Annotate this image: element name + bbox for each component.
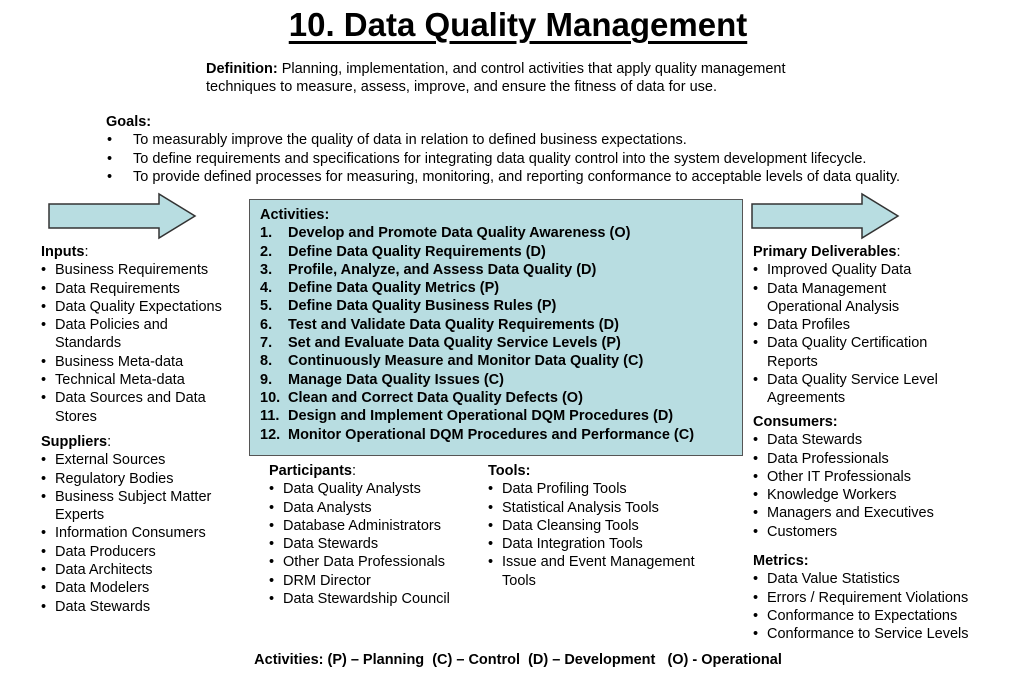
input-item: • Data Requirements — [41, 280, 241, 298]
participant-item: • Data Stewards — [269, 535, 479, 553]
input-item: • Business Meta-data — [41, 353, 241, 371]
input-item: • Data Quality Expectations — [41, 298, 241, 316]
goal-item: • To provide defined processes for measuring, monitoring, and reporting conformance to acceptable levels of data quality. — [106, 168, 1006, 186]
suppliers-section — [41, 433, 241, 616]
deliverable-item: • Improved Quality Data — [753, 261, 983, 279]
consumer-item: • Other IT Professionals — [753, 468, 993, 486]
metric-item: • Conformance to Service Levels — [753, 625, 1013, 643]
consumer-item: • Customers — [753, 523, 993, 541]
input-item: • Business Requirements — [41, 261, 241, 279]
activity-legend: Activities: (P) – Planning (C) – Control (D) – Development (O) - Operational — [254, 652, 782, 668]
input-item: • Technical Meta-data — [41, 371, 241, 389]
goal-item: • To measurably improve the quality of data in relation to defined business expectations. — [106, 131, 1006, 149]
deliverable-item: • Data Management Operational Analysis — [753, 280, 937, 317]
metrics-section — [753, 552, 1013, 643]
tool-item: • Data Cleansing Tools — [488, 517, 728, 535]
activities-box — [249, 199, 743, 456]
tool-item: • Statistical Analysis Tools — [488, 499, 728, 517]
consumer-item: • Data Stewards — [753, 431, 993, 449]
inputs-header: Inputs: — [41, 244, 89, 260]
activity-item: 6. Test and Validate Data Quality Requirements (D) — [260, 316, 619, 333]
suppliers-header: Suppliers: — [41, 434, 112, 450]
page-title: 10. Data Quality Management — [288, 6, 748, 43]
participant-item: • Data Analysts — [269, 499, 479, 517]
deliverable-item: • Data Profiles — [753, 316, 983, 334]
tools-section — [488, 462, 728, 590]
supplier-item: • Data Modelers — [41, 579, 241, 597]
supplier-item: • Data Producers — [41, 543, 241, 561]
activity-item: 11. Design and Implement Operational DQM Procedures (D) — [260, 408, 674, 425]
deliverable-item: • Data Quality Service Level Agreements — [753, 371, 967, 408]
participants-section — [269, 462, 479, 608]
consumer-item: • Managers and Executives — [753, 504, 993, 522]
input-arrow-icon — [47, 192, 199, 242]
tool-item: • Data Integration Tools — [488, 535, 728, 553]
participant-item: • Data Quality Analysts — [269, 480, 479, 498]
goal-item: • To define requirements and specifications for integrating data quality control into the system development lifecycle. — [106, 150, 1006, 168]
deliverables-header: Primary Deliverables: — [753, 244, 901, 260]
metric-item: • Errors / Requirement Violations — [753, 589, 1013, 607]
activity-item: 12. Monitor Operational DQM Procedures and Performance (C) — [260, 426, 695, 443]
metric-item: • Conformance to Expectations — [753, 607, 1013, 625]
supplier-item: • Data Stewards — [41, 598, 241, 616]
activity-item: 3. Profile, Analyze, and Assess Data Quality (D) — [260, 261, 597, 278]
tool-item: • Data Profiling Tools — [488, 480, 728, 498]
deliverables-section — [753, 243, 983, 408]
supplier-item: • Regulatory Bodies — [41, 470, 241, 488]
activity-item: 2. Define Data Quality Requirements (D) — [260, 243, 546, 260]
output-arrow-icon — [750, 192, 902, 242]
consumer-item: • Data Professionals — [753, 450, 993, 468]
activity-item: 1. Develop and Promote Data Quality Awareness (O) — [260, 225, 631, 242]
metrics-header: Metrics: — [753, 553, 809, 569]
input-item: • Data Sources and Data Stores — [41, 389, 225, 426]
inputs-section — [41, 243, 241, 426]
definition-text: Planning, implementation, and control activities that apply quality management techniques to measure, assess, improve, and ensure the fitness of data for use. — [206, 61, 786, 95]
tools-header: Tools: — [488, 463, 531, 479]
participant-item: • Database Administrators — [269, 517, 479, 535]
activity-item: 4. Define Data Quality Metrics (P) — [260, 280, 500, 297]
supplier-item: • Data Architects — [41, 561, 241, 579]
metric-item: • Data Value Statistics — [753, 570, 1013, 588]
supplier-item: • External Sources — [41, 451, 241, 469]
participant-item: • DRM Director — [269, 572, 479, 590]
activity-item: 9. Manage Data Quality Issues (C) — [260, 371, 504, 388]
activity-item: 10. Clean and Correct Data Quality Defects (O) — [260, 389, 583, 406]
participant-item: • Other Data Professionals — [269, 553, 479, 571]
activity-item: 5. Define Data Quality Business Rules (P) — [260, 298, 557, 315]
goals-header: Goals: — [106, 114, 152, 130]
goals-section — [106, 113, 1006, 186]
participants-header: Participants: — [269, 463, 357, 479]
supplier-item: • Business Subject Matter Experts — [41, 488, 230, 525]
consumer-item: • Knowledge Workers — [753, 486, 993, 504]
activity-item: 7. Set and Evaluate Data Quality Service Levels (P) — [260, 335, 621, 352]
supplier-item: • Information Consumers — [41, 524, 241, 542]
activity-item: 8. Continuously Measure and Monitor Data Quality (C) — [260, 353, 644, 370]
definition — [206, 60, 846, 96]
participant-item: • Data Stewardship Council — [269, 590, 479, 608]
deliverable-item: • Data Quality Certification Reports — [753, 334, 967, 371]
definition-label: Definition: — [206, 61, 278, 77]
tool-item: • Issue and Event Management Tools — [488, 553, 722, 590]
input-item: • Data Policies and Standards — [41, 316, 205, 353]
consumers-header: Consumers: — [753, 414, 838, 430]
consumers-section — [753, 413, 993, 541]
activities-header: Activities: — [260, 207, 330, 223]
